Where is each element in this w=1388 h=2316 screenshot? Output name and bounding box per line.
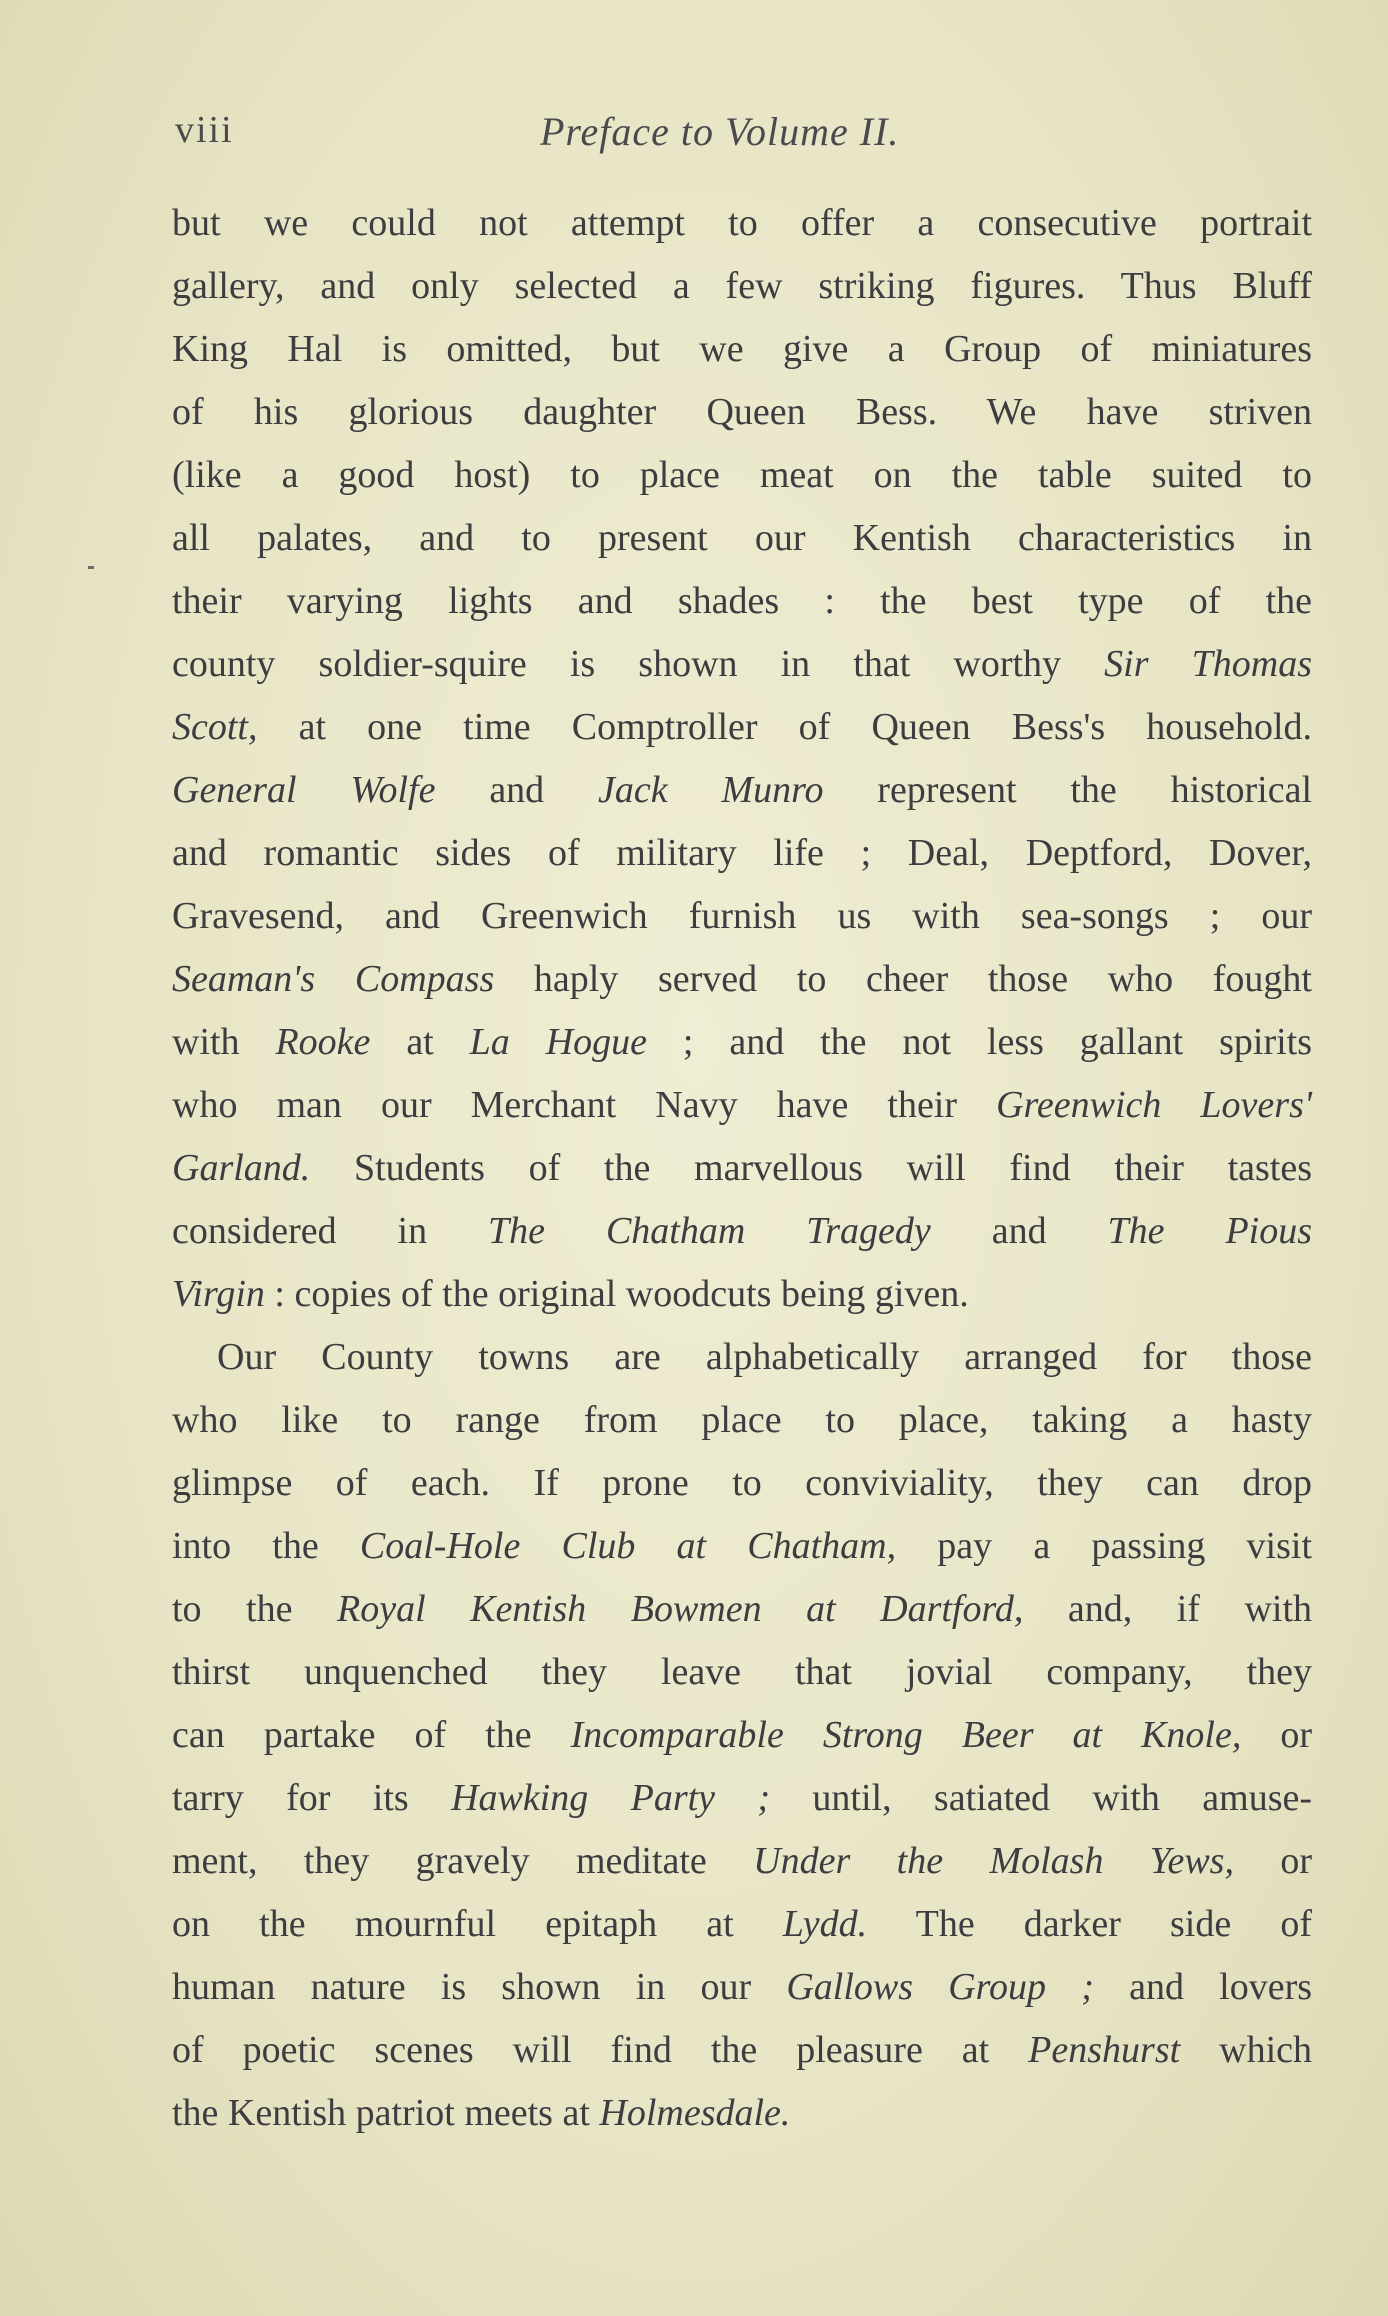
line-text: who like to range from place to place, taking a hasty <box>172 1399 1312 1441</box>
line-text: to the <box>172 1588 337 1630</box>
italic-title: Virgin <box>172 1273 265 1315</box>
italic-title: Penshurst <box>1028 2029 1181 2071</box>
line-text: can partake of the <box>172 1714 571 1756</box>
line-text: considered in <box>172 1210 489 1252</box>
italic-title: Hawking Party ; <box>451 1777 771 1819</box>
text-line <box>172 381 1312 444</box>
line-text: or <box>1241 1714 1313 1756</box>
line-text: The darker side of <box>867 1903 1312 1945</box>
line-text: until, satiated with amuse- <box>770 1777 1312 1819</box>
line-text: with <box>172 1021 276 1063</box>
italic-title: Under the Molash Yews, <box>753 1840 1234 1882</box>
line-text: pay a passing visit <box>896 1525 1313 1567</box>
text-line <box>172 948 1312 1011</box>
text-line <box>172 570 1312 633</box>
text-line <box>172 696 1312 759</box>
text-line <box>172 1074 1312 1137</box>
italic-title: Holmesdale. <box>599 2092 791 2134</box>
line-text: at <box>370 1021 470 1063</box>
italic-title: Rooke <box>275 1021 371 1063</box>
line-text: haply served to cheer those who fought <box>494 958 1312 1000</box>
italic-title: Sir Thomas <box>1104 643 1312 685</box>
text-line <box>172 1137 1312 1200</box>
body-text <box>172 192 1312 2145</box>
text-line <box>172 1767 1312 1830</box>
text-line <box>172 1326 1312 1389</box>
line-text: (like a good host) to place meat on the table suited to <box>172 454 1312 496</box>
line-text: and <box>435 769 599 811</box>
italic-title: Gallows Group ; <box>786 1966 1094 2008</box>
text-line <box>172 1011 1312 1074</box>
line-text: who man our Merchant Navy have their <box>172 1084 997 1126</box>
text-line <box>172 444 1312 507</box>
text-line <box>172 1893 1312 1956</box>
text-line <box>172 1704 1312 1767</box>
line-text: Gravesend, and Greenwich furnish us with sea-songs ; our <box>172 895 1312 937</box>
italic-title: The Pious <box>1107 1210 1313 1252</box>
line-text: on the mournful epitaph at <box>172 1903 783 1945</box>
italic-title: La Hogue <box>469 1021 647 1063</box>
line-text: represent the historical <box>823 769 1313 811</box>
page-number: viii <box>175 109 234 151</box>
text-line <box>172 1389 1312 1452</box>
text-line <box>172 255 1312 318</box>
ink-mark <box>88 566 94 569</box>
line-text: or <box>1233 1840 1312 1882</box>
italic-title: Lydd. <box>782 1903 868 1945</box>
text-line <box>172 1641 1312 1704</box>
line-text: county soldier-squire is shown in that worthy <box>172 643 1105 685</box>
italic-title: Garland. <box>172 1147 311 1189</box>
line-text: ; and the not less gallant spirits <box>647 1021 1312 1063</box>
text-line <box>172 2082 1312 2145</box>
text-line <box>172 885 1312 948</box>
italic-title: Seaman's Compass <box>172 958 495 1000</box>
text-line <box>172 1452 1312 1515</box>
line-text: at one time Comptroller of Queen Bess's household. <box>257 706 1312 748</box>
italic-title: Greenwich Lovers' <box>996 1084 1312 1126</box>
italic-title: Scott, <box>172 706 258 748</box>
line-text: : copies of the original woodcuts being given. <box>264 1273 969 1315</box>
text-line <box>172 822 1312 885</box>
text-line <box>172 1956 1312 2019</box>
line-text: all palates, and to present our Kentish characteristics in <box>172 517 1312 559</box>
text-line <box>172 1578 1312 1641</box>
italic-title: Jack Munro <box>598 769 824 811</box>
italic-title: The Chatham Tragedy <box>488 1210 931 1252</box>
text-line <box>172 1830 1312 1893</box>
line-text: of his glorious daughter Queen Bess. We have striven <box>172 391 1312 433</box>
text-line <box>172 759 1312 822</box>
line-text: thirst unquenched they leave that jovial company, they <box>172 1651 1312 1693</box>
running-head <box>175 108 1305 168</box>
line-text: their varying lights and shades : the best type of the <box>172 580 1312 622</box>
line-text: and, if with <box>1023 1588 1313 1630</box>
text-line <box>172 2019 1312 2082</box>
line-text: King Hal is omitted, but we give a Group of miniatures <box>172 328 1312 370</box>
line-text: of poetic scenes will find the pleasure at <box>172 2029 1029 2071</box>
line-text: Our County towns are alphabetically arranged for those <box>217 1336 1312 1378</box>
italic-title: Royal Kentish Bowmen at Dartford, <box>336 1588 1024 1630</box>
text-line <box>172 1515 1312 1578</box>
text-line <box>172 192 1312 255</box>
line-text: the Kentish patriot meets at <box>172 2092 600 2134</box>
line-text: glimpse of each. If prone to conviviality, they can drop <box>172 1462 1312 1504</box>
line-text: and romantic sides of military life ; Deal, Deptford, Dover, <box>172 832 1312 874</box>
text-line <box>172 1200 1312 1263</box>
text-line <box>172 318 1312 381</box>
text-line <box>172 633 1312 696</box>
text-line <box>172 507 1312 570</box>
line-text: and <box>930 1210 1108 1252</box>
italic-title: General Wolfe <box>172 769 436 811</box>
running-title: Preface to Volume II. <box>540 109 900 154</box>
italic-title: Coal-Hole Club at Chatham, <box>359 1525 897 1567</box>
line-text: human nature is shown in our <box>172 1966 787 2008</box>
line-text: tarry for its <box>172 1777 452 1819</box>
line-text: and lovers <box>1093 1966 1313 2008</box>
line-text: which <box>1180 2029 1313 2071</box>
line-text: into the <box>172 1525 360 1567</box>
line-text: gallery, and only selected a few striking figures. Thus Bluff <box>172 265 1312 307</box>
line-text: but we could not attempt to offer a consecutive portrait <box>172 202 1312 244</box>
line-text: ment, they gravely meditate <box>172 1840 754 1882</box>
line-text: Students of the marvellous will find their tastes <box>310 1147 1312 1189</box>
text-line <box>172 1263 1312 1326</box>
italic-title: Incomparable Strong Beer at Knole, <box>570 1714 1242 1756</box>
